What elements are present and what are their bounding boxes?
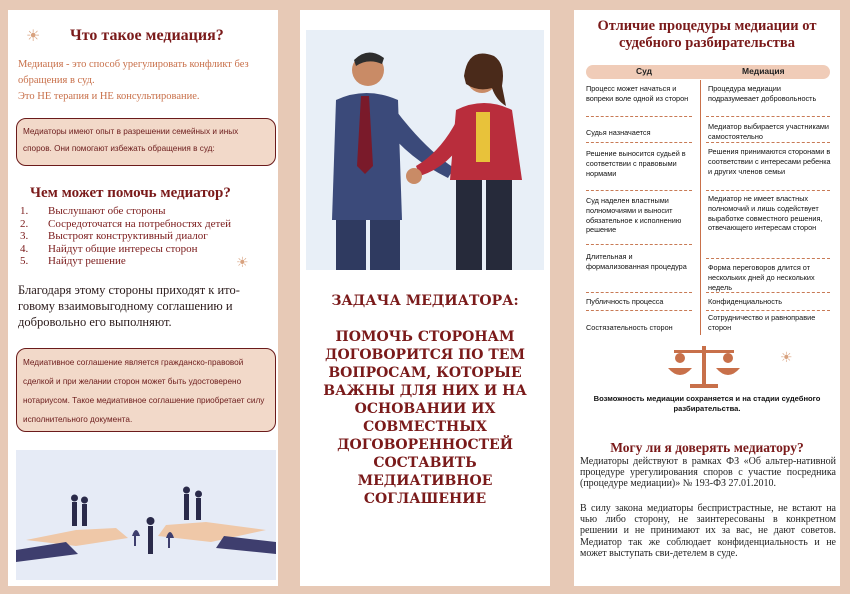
intro-text [18,57,276,105]
table-divider [700,80,701,335]
sun-icon: ☀ [780,350,793,366]
task-text: ПОМОЧЬ СТОРОНАМ ДОГОВОРИТСЯ ПО ТЕМ ВОПРОСАМ, КОТОРЫЕ ВАЖНЫ ДЛЯ НИХ И НА ОСНОВАНИИ ИХ СОВМЕСТНЫХ ДОГОВОРЕННОСТЕЙ СОСТАВИТЬ МЕДИАТИВНОЕ СОГЛАШЕНИЕ [323,329,527,507]
experience-box: Медиаторы имеют опыт в разрешении семейных и иных споров. Они помогают избежать обращения в суд: [16,118,276,166]
comparison-table-header [586,65,830,79]
agreement-box: Медиативное соглашение является гражданско-правовой сделкой и при желании сторон может быть удостоверено нотариусом. Такое медиативное соглашение приобретает силу исполнительного документа. [16,348,276,432]
mediation-illustration [16,450,276,580]
table-cell-court: Состязательность сторон [586,323,673,332]
table-cell-court: Процесс может начаться и вопреки воле одной из сторон [586,84,689,103]
table-cell-court: Публичность процесса [586,297,664,306]
table-cell-mediation: Процедура медиации подразумевает добровольность [708,84,817,103]
panel-what-is-mediation [8,10,278,586]
what-is-mediation-title: Что такое медиация? [70,27,224,44]
trust-paragraph-2: В силу закона медиаторы беспристрастные, не встают на чью либо сторону, не заинтересованы в конкретном решении и не принимают их за вас, не дают советов. Медиатор так же соблюдает конфиденциальность и не может выступать сви-детелем в суде. [580,503,836,559]
column-mediation: Медиация [742,66,785,76]
footnote: Возможность медиации сохраняется и на стадии судебного разбирательства. [593,394,821,413]
column-court: Суд [636,66,653,76]
help-title: Чем может помочь медиатор? [30,185,231,201]
intro-line-2: Это НЕ терапия и НЕ консультирование. [18,91,200,102]
sun-icon: ☀ [26,26,41,45]
differences-title: Отличие процедуры медиации от судебного разбирательства [597,18,817,51]
table-cell-mediation: Конфиденциальность [708,297,783,306]
list-item: 2. Сосредоточатся на потребностях детей [20,217,232,230]
table-cell-court: Решение выносится судьей в соответствии с правовыми нормами [586,149,686,178]
table-cell-mediation: Форма переговоров длится от нескольких дней до нескольких недель [708,263,815,292]
help-list [20,205,270,268]
panel-differences [574,10,840,586]
list-item: 3. Выстроят конструктивный диалог [20,230,208,243]
table-cell-court: Судья назначается [586,128,651,137]
scales-icon [664,342,744,390]
panel-mediator-task [300,10,550,586]
handshake-illustration [306,30,544,270]
sun-icon: ☀ [236,255,249,271]
table-cell-mediation: Медиатор не имеет властных полномочий и лишь содействует выработке совместного решения, отвечающего интересам сторон [708,194,823,233]
task-title: ЗАДАЧА МЕДИАТОРА: [331,293,519,309]
intro-line-1: Медиация - это способ урегулировать конфликт без обращения в суд. [18,59,249,86]
table-cell-mediation: Решения принимаются сторонами в соответствии с интересами ребенка и других членов семьи [708,147,831,176]
handshake-image [306,30,544,270]
table-cell-mediation: Медиатор выбирается участниками самостоятельно [708,122,829,141]
trust-title: Могу ли я доверять медиатору? [610,440,804,455]
table-cell-court: Суд наделен властными полномочиями и выносит обязательное к исполнению решение [586,196,682,235]
trust-paragraph-1: Медиаторы действуют в рамках ФЗ «Об альтер-нативной процедуре урегулирования споров с участие посредника (процедуре медиации)» № 193-ФЗ 27.01.2010. [580,456,836,490]
table-cell-court: Длительная и формализованная процедура [586,252,687,271]
result-text: Благодаря этому стороны приходят к ито-говому взаимовыгодному соглашению и добровольно его выполняют. [18,283,240,329]
table-cell-mediation: Сотрудничество и равноправие сторон [708,313,816,332]
list-item: 5. Найдут решение [20,255,126,268]
list-item: 4. Найдут общие интересы сторон [20,242,198,255]
list-item: 1. Выслушают обе стороны [20,205,166,217]
